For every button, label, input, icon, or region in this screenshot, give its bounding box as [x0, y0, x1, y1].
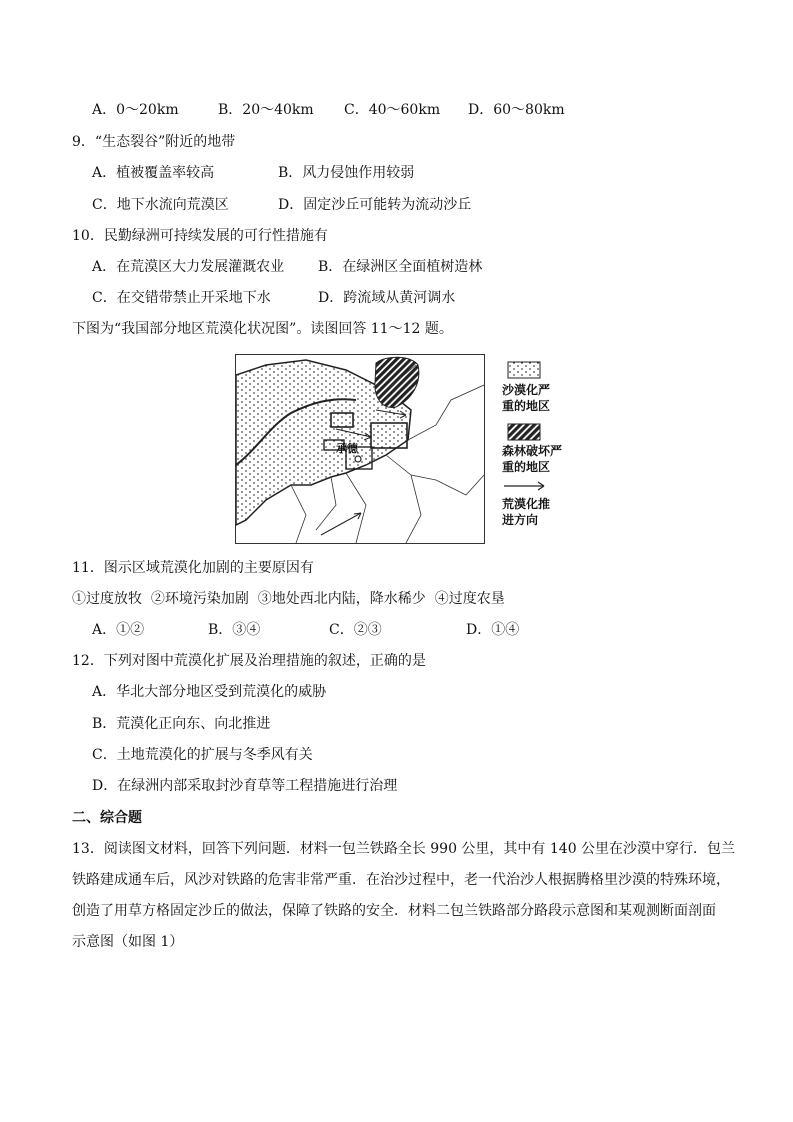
q9-option-a: A．植被覆盖率较高 [92, 165, 215, 181]
city-label-chengde: 承德 [336, 442, 358, 455]
q8-option-d: D．60～80km [468, 102, 565, 118]
q13-line-1: 13．阅读图文材料，回答下列问题．材料一包兰铁路全长 990 公里，其中有 140 公里在沙漠中穿行．包兰 [72, 841, 736, 857]
q12-option-d: D．在绿洲内部采取封沙育草等工程措施进行治理 [92, 778, 398, 794]
legend-symbols [500, 358, 550, 508]
q12-option-b: B．荒漠化正向东、向北推进 [92, 716, 271, 732]
legend-forest-line2: 重的地区 [502, 460, 551, 474]
q11-stem: 11．图示区域荒漠化加剧的主要原因有 [72, 560, 314, 576]
q13-line-2: 铁路建成通车后，风沙对铁路的危害非常严重．在治沙过程中，老一代治沙人根据腾格里沙漠的特殊环境， [72, 872, 730, 888]
desertification-map [235, 354, 485, 544]
q9-stem: 9．“生态裂谷”附近的地带 [72, 134, 236, 150]
q11-option-b: B．③④ [208, 622, 261, 638]
legend-sand-line1: 沙漠化严 [502, 383, 551, 397]
q9-option-c: C．地下水流向荒漠区 [92, 197, 229, 213]
q13-line-3: 创造了用草方格固定沙丘的做法，保障了铁路的安全．材料二包兰铁路部分路段示意图和某观测断面剖面 [72, 903, 716, 919]
legend-arrow-icon [504, 482, 544, 490]
q9-option-d: D．固定沙丘可能转为流动沙丘 [278, 197, 472, 213]
q12-stem: 12．下列对图中荒漠化扩展及治理措施的叙述，正确的是 [72, 653, 426, 669]
section-title: 二、综合题 [72, 810, 142, 826]
forest-region [375, 357, 419, 407]
q8-option-a: A．0～20km [92, 102, 179, 118]
map-intro: 下图为“我国部分地区荒漠化状况图”。读图回答 11～12 题。 [72, 321, 453, 337]
legend-sand-swatch [508, 362, 540, 378]
q13-line-4: 示意图（如图 1） [72, 934, 184, 950]
q11-factors: ①过度放牧 ②环境污染加剧 ③地处西北内陆，降水稀少 ④过度农垦 [72, 591, 505, 607]
legend-arrow-line1: 荒漠化推 [502, 497, 551, 511]
q10-option-a: A．在荒漠区大力发展灌溉农业 [92, 259, 285, 275]
legend-arrow-line2: 进方向 [502, 513, 539, 527]
map-drawing [236, 355, 485, 544]
q11-option-c: C．②③ [329, 622, 382, 638]
legend-sand-line2: 重的地区 [502, 399, 551, 413]
q10-option-c: C．在交错带禁止开采地下水 [92, 290, 271, 306]
q12-option-a: A．华北大部分地区受到荒漠化的威胁 [92, 684, 327, 700]
q12-option-c: C．土地荒漠化的扩展与冬季风有关 [92, 747, 313, 763]
q10-stem: 10．民勤绿洲可持续发展的可行性措施有 [72, 228, 328, 244]
q11-option-d: D．①④ [466, 622, 520, 638]
q9-option-b: B．风力侵蚀作用较弱 [278, 165, 415, 181]
q11-option-a: A．①② [92, 622, 145, 638]
q10-option-d: D．跨流域从黄河调水 [318, 290, 456, 306]
legend-forest-swatch [508, 424, 540, 440]
q10-option-b: B．在绿洲区全面植树造林 [318, 259, 483, 275]
q8-option-c: C．40～60km [344, 102, 441, 118]
q8-option-b: B．20～40km [218, 102, 314, 118]
legend-forest-line1: 森林破坏严 [502, 444, 563, 458]
